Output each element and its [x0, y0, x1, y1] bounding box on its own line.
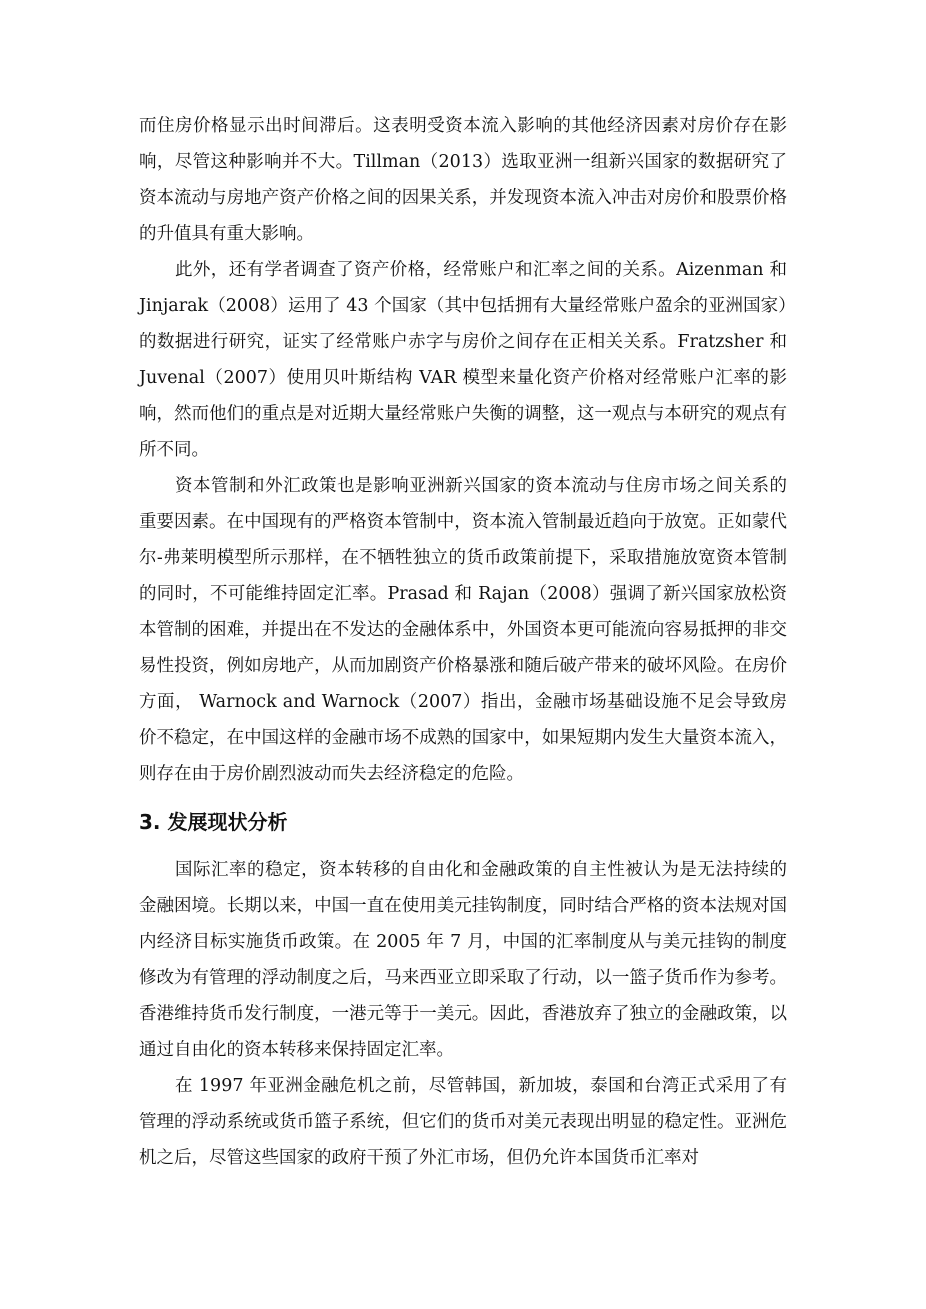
paragraph-asian-crisis: 在 1997 年亚洲金融危机之前，尽管韩国，新加坡，泰国和台湾正式采用了有管理的浮动系统或货币篮子系统，但它们的货币对美元表现出明显的稳定性。亚洲危机之后，尽管这些国家的政府干预了外汇市场，但仍允许本国货币汇率对 [139, 1076, 787, 1168]
paragraph-continuation: 而住房价格显示出时间滞后。这表明受资本流入影响的其他经济因素对房价存在影响，尽管这种影响并不大。Tillman（2013）选取亚洲一组新兴国家的数据研究了资本流动与房地产资产价格之间的因果关系，并发现资本流入冲击对房价和股票价格的升值具有重大影响。 [139, 116, 787, 244]
paragraph-capital-controls: 资本管制和外汇政策也是影响亚洲新兴国家的资本流动与住房市场之间关系的重要因素。在中国现有的严格资本管制中，资本流入管制最近趋向于放宽。正如蒙代尔-弗莱明模型所示那样，在不牺牲独立的货币政策前提下，采取措施放宽资本管制的同时，不可能维持固定汇率。Prasad 和 Rajan（2008）强调了新兴国家放松资本管制的困难，并提出在不发达的金融体系中，外国资本更可能流向容易抵押的非交易性投资，例如房地产，从而加剧资产价格暴涨和随后破产带来的破坏风险。在房价方面， Warnock and Warnock（2007）指出，金融市场基础设施不足会导致房价不稳定，在中国这样的金融市场不成熟的国家中，如果短期内发生大量资本流入，则存在由于房价剧烈波动而失去经济稳定的危险。 [139, 476, 787, 784]
paragraph-asset-prices: 此外，还有学者调查了资产价格，经常账户和汇率之间的关系。Aizenman 和 Jinjarak（2008）运用了 43 个国家（其中包括拥有大量经常账户盈余的亚洲国家）的数据进行研究，证实了经常账户赤字与房价之间存在正相关关系。Fratzsher 和 Juvenal（2007）使用贝叶斯结构 VAR 模型来量化资产价格对经常账户汇率的影响，然而他们的重点是对近期大量经常账户失衡的调整，这一观点与本研究的观点有所不同。 [139, 260, 787, 460]
paragraph-exchange-rate: 国际汇率的稳定，资本转移的自由化和金融政策的自主性被认为是无法持续的金融困境。长期以来，中国一直在使用美元挂钩制度，同时结合严格的资本法规对国内经济目标实施货币政策。在 2005 年 7 月，中国的汇率制度从与美元挂钩的制度修改为有管理的浮动制度之后，马来西亚立即采取了行动，以一篮子货币作为参考。香港维持货币发行制度，一港元等于一美元。因此，香港放弃了独立的金融政策，以通过自由化的资本转移来保持固定汇率。 [139, 860, 787, 1060]
section-heading: 3. 发展现状分析 [139, 810, 288, 834]
document-body [139, 108, 787, 1176]
